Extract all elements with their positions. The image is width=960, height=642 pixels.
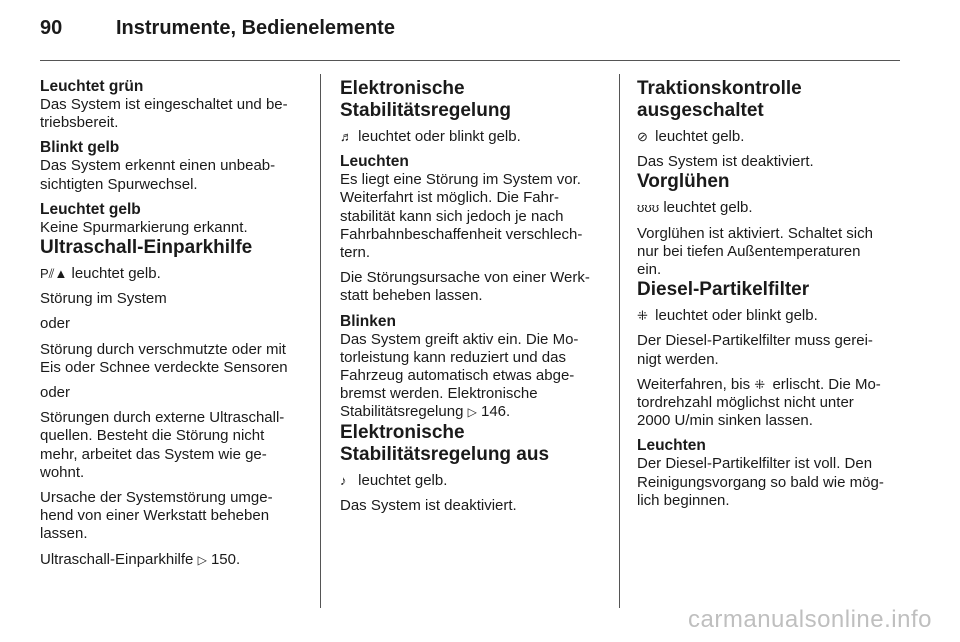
body-text: lassen. — [40, 525, 88, 543]
section-heading-park-assist: Ultraschall-Einparkhilfe — [40, 237, 253, 259]
reference-arrow-icon: ▷ — [197, 552, 207, 567]
column-3 — [637, 78, 905, 510]
body-text: Das System ist deaktiviert. — [637, 153, 814, 171]
body-text: triebsbereit. — [40, 114, 119, 132]
body-text — [40, 265, 308, 283]
body-text: tern. — [340, 244, 371, 262]
diesel-filter-icon: ⁜ — [754, 376, 766, 392]
body-text: statt beheben lassen. — [340, 287, 483, 305]
watermark: carmanualsonline.info — [688, 606, 932, 633]
page-number: 90 — [40, 17, 63, 39]
icon-caption: leuchtet gelb. — [67, 265, 161, 283]
icon-caption: leuchtet oder blinkt gelb. — [354, 128, 521, 145]
body-text: 2000 U/min sinken lassen. — [637, 412, 813, 430]
icon-caption: leuchtet oder blinkt gelb. — [651, 307, 818, 325]
body-text — [637, 376, 905, 394]
body-text: Es liegt eine Störung im System vor. — [340, 171, 581, 189]
body-text: Eis oder Schnee verdeckte Sensoren — [40, 358, 288, 376]
body-text: oder — [40, 315, 71, 333]
diesel-filter-icon: ⁜ — [637, 308, 648, 324]
park-assist-icon: P⫽▲ — [40, 266, 68, 282]
body-text — [340, 472, 602, 490]
esc-off-icon: ♪ — [340, 472, 347, 488]
body-text: Der Diesel-Partikelfilter ist voll. Den — [637, 455, 873, 473]
body-text: Das System erkennt einen unbeab- — [40, 157, 276, 175]
icon-caption: leuchtet gelb. — [651, 128, 745, 145]
body-text: lich beginnen. — [637, 491, 730, 509]
icon-caption: leuchtet gelb. — [659, 199, 753, 217]
column-divider-2 — [619, 74, 620, 608]
body-text: Ursache der Systemstörung umge- — [40, 489, 273, 507]
section-heading-esc: Elektronische — [340, 78, 465, 99]
body-text: nigt werden. — [637, 350, 719, 368]
esc-icon: ♬ — [340, 129, 353, 144]
body-text — [637, 307, 905, 325]
section-heading-esc-off: Elektronische — [340, 421, 465, 443]
column-1 — [40, 78, 308, 569]
body-text: Das System ist deaktiviert. — [340, 496, 517, 514]
glow-plug-icon: ʊʊʊ — [637, 200, 660, 216]
section-heading-diesel-filter: Diesel-Partikelfilter — [637, 279, 810, 301]
subhead-leuchten: Leuchten — [340, 153, 409, 171]
body-text: Fahrzeug automatisch etwas abge- — [340, 367, 575, 385]
reference-page: 150. — [206, 550, 241, 568]
section-heading-esc-line2: Stabilitätsregelung — [340, 100, 512, 121]
body-text: oder — [40, 384, 71, 402]
body-text: Keine Spurmarkierung erkannt. — [40, 218, 248, 236]
body-text: hend von einer Werkstatt beheben — [40, 507, 270, 525]
body-text — [637, 128, 905, 146]
traction-off-icon: ⊘ — [637, 129, 648, 144]
reference-text: Stabilitätsregelung — [340, 403, 468, 421]
section-heading-traction-off: Traktionskontrolle — [637, 78, 802, 99]
body-text — [637, 199, 905, 217]
subhead-lights-green: Leuchtet grün — [40, 78, 144, 95]
body-text: mehr, arbeitet das System wie ge- — [40, 445, 267, 463]
page-reference — [40, 551, 308, 569]
text-fragment: erlischt. Die Mo- — [768, 375, 881, 393]
chapter-title: Instrumente, Bedienelemente — [116, 17, 395, 39]
header-divider — [40, 60, 900, 61]
body-text: Das System greift aktiv ein. Die Mo- — [340, 330, 579, 348]
subhead-leuchten: Leuchten — [637, 437, 706, 455]
subhead-lights-yellow: Leuchtet gelb — [40, 200, 141, 218]
body-text — [340, 128, 602, 146]
body-text: Der Diesel-Partikelfilter muss gerei- — [637, 332, 873, 350]
icon-caption: leuchtet gelb. — [354, 471, 448, 489]
reference-page: 146. — [476, 403, 511, 421]
body-text: ein. — [637, 261, 662, 279]
body-text: Reinigungsvorgang so bald wie mög- — [637, 473, 884, 491]
subhead-blinken: Blinken — [340, 312, 396, 330]
reference-text: Ultraschall-Einparkhilfe — [40, 550, 198, 568]
body-text: Fahrbahnbeschaffenheit verschlech- — [340, 225, 583, 243]
body-text: torleistung kann reduziert und das — [340, 348, 566, 366]
body-text: Störungen durch externe Ultraschall- — [40, 409, 285, 427]
body-text: Störung im System — [40, 290, 167, 308]
body-text: Das System ist eingeschaltet und be- — [40, 96, 288, 113]
section-heading-preheat: Vorglühen — [637, 171, 730, 193]
body-text: Die Störungsursache von einer Werk- — [340, 269, 590, 287]
body-text: nur bei tiefen Außentemperaturen — [637, 242, 861, 260]
section-heading-traction-off-line2: ausgeschaltet — [637, 100, 764, 121]
section-heading-esc-off-line2: Stabilitätsregelung aus — [340, 443, 550, 465]
page-header — [40, 17, 900, 47]
column-divider-1 — [320, 74, 321, 608]
reference-arrow-icon: ▷ — [467, 405, 477, 420]
text-fragment: Weiterfahren, bis — [637, 375, 755, 393]
column-2 — [340, 78, 602, 515]
subhead-blinks-yellow: Blinkt gelb — [40, 139, 120, 157]
body-text: Vorglühen ist aktiviert. Schaltet sich — [637, 224, 873, 242]
body-text: stabilität kann sich jedoch je nach — [340, 207, 564, 225]
body-text: sichtigten Spurwechsel. — [40, 175, 198, 193]
body-text: Weiterfahrt ist möglich. Die Fahr- — [340, 189, 559, 207]
body-text: Störung durch verschmutzte oder mit — [40, 340, 286, 358]
page-reference — [340, 403, 602, 421]
body-text: bremst werden. Elektronische — [340, 385, 538, 403]
body-text: quellen. Besteht die Störung nicht — [40, 427, 265, 445]
body-text: tordrehzahl möglichst nicht unter — [637, 394, 854, 412]
body-text: wohnt. — [40, 463, 85, 481]
